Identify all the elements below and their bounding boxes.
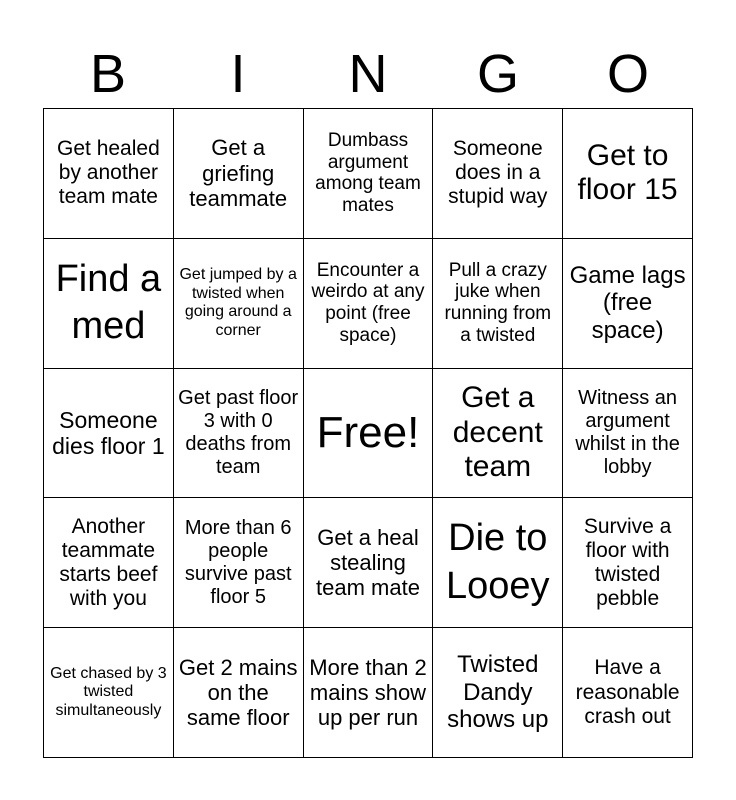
bingo-cell-g2[interactable]: Pull a crazy juke when running from a twisted [433,239,563,369]
bingo-cell-n2[interactable]: Encounter a weirdo at any point (free space) [304,239,434,369]
bingo-cell-g1[interactable]: Someone does in a stupid way [433,109,563,239]
header-letter-b: B [89,44,127,104]
bingo-cell-i1[interactable]: Get a griefing teammate [174,109,304,239]
header-letter-o: O [606,44,649,104]
bingo-cell-g3[interactable]: Get a decent team [433,369,563,499]
bingo-cell-o3[interactable]: Witness an argument whilst in the lobby [563,369,693,499]
header-letter-i: I [230,44,246,104]
bingo-cell-i4[interactable]: More than 6 people survive past floor 5 [174,498,304,628]
bingo-cell-b1[interactable]: Get healed by another team mate [44,109,174,239]
bingo-cell-b5[interactable]: Get chased by 3 twisted simultaneously [44,628,174,758]
bingo-cell-n1[interactable]: Dumbass argument among team mates [304,109,434,239]
bingo-grid [43,108,693,758]
bingo-cell-i2[interactable]: Get jumped by a twisted when going around a corner [174,239,304,369]
bingo-cell-n5[interactable]: More than 2 mains show up per run [304,628,434,758]
header-letter-n: N [348,44,388,104]
bingo-cell-o5[interactable]: Have a reasonable crash out [563,628,693,758]
bingo-header [43,40,693,108]
bingo-cell-b2[interactable]: Find a med [44,239,174,369]
bingo-cell-i5[interactable]: Get 2 mains on the same floor [174,628,304,758]
bingo-cell-i3[interactable]: Get past floor 3 with 0 deaths from team [174,369,304,499]
bingo-cell-o4[interactable]: Survive a floor with twisted pebble [563,498,693,628]
header-letter-g: G [476,44,519,104]
bingo-cell-o1[interactable]: Get to floor 15 [563,109,693,239]
bingo-cell-g4[interactable]: Die to Looey [433,498,563,628]
bingo-cell-b4[interactable]: Another teammate starts beef with you [44,498,174,628]
bingo-cell-o2[interactable]: Game lags (free space) [563,239,693,369]
bingo-cell-b3[interactable]: Someone dies floor 1 [44,369,174,499]
bingo-cell-g5[interactable]: Twisted Dandy shows up [433,628,563,758]
bingo-cell-n4[interactable]: Get a heal stealing team mate [304,498,434,628]
bingo-cell-free[interactable]: Free! [304,369,434,499]
